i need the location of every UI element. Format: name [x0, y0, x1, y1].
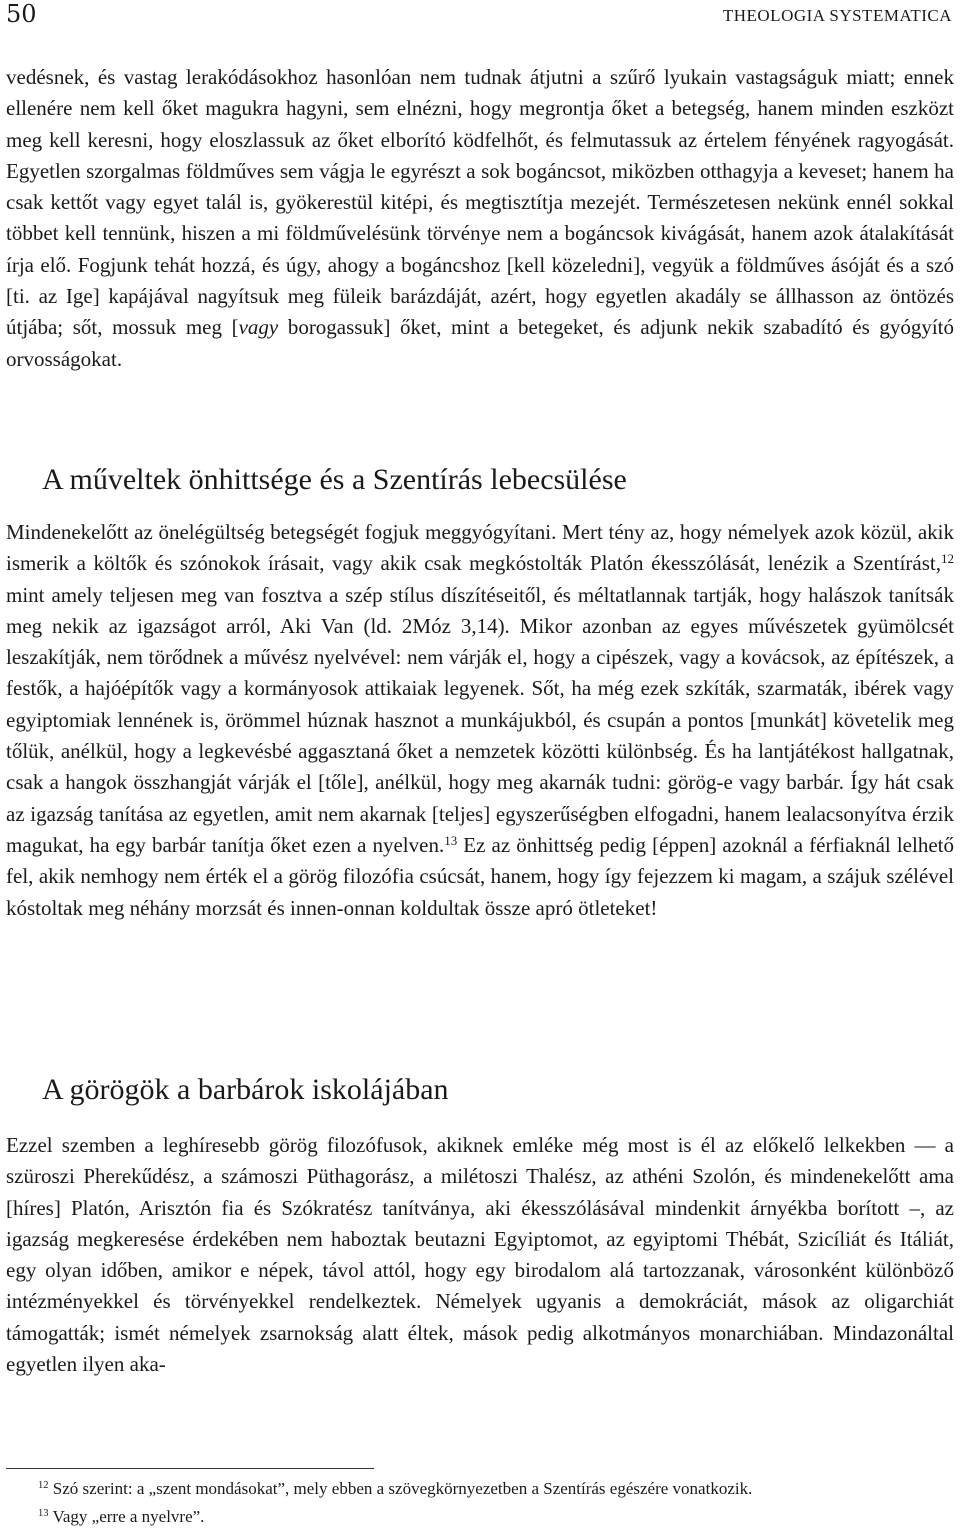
footnote-text: Szó szerint: a „szent mondásokat”, mely ebben a szövegkörnyezetben a Szentírás egészére vonatkozik. [48, 1479, 753, 1498]
paragraph-body: Ezzel szemben a leghíresebb görög filozófusok, akiknek emléke még most is él az előkelő lelkekben — a szüroszi Pherekűdész, a számoszi Püthagorász, a milétoszi Thalész, az athéni Szolón, és mindenekelőtt ama [híres] Platón, Arisztón fia és Szókratész tanítványa, aki ékesszólásával mindenkit árnyékba borított –, az igazság megkeresése érdekében nem haboztak beutazni Egyiptomot, az egyiptomi Thébát, Szicíliát és Itáliát, egy olyan időben, amikor e népek, távol attól, hogy egy birodalom alá tartozzanak, városonként különböző intézményekkel és törvényekkel rendelkeztek. Némelyek ugyanis a demokráciát, mások az oligarchiát támogatták; ismét némelyek zsarnokság alatt éltek, mások pedig alkotmányos monarchiában. Mindazonáltal egyetlen ilyen aka- [6, 1133, 954, 1377]
paragraph-text: borogassuk] őket, mint a betegeket, és adjunk nekik szabadító és gyógyító orvosságokat. [6, 315, 955, 371]
paragraph-text: vedésnek, és vastag lerakódásokhoz hasonlóan nem tudnak átjutni a szűrő lyukain vastagságuk miatt; ennek ellenére nem kell őket magukra hagyni, sem elnézni, hogy megrontja őket a betegség, hanem minden eszközt meg kell keresni, hogy eloszlassuk az őket elborító ködfelhőt, és felmutassuk az értelem fényének ragyogását. Egyetlen szorgalmas földműves sem vágja le egyrészt a sok bogáncsot, miközben otthagyja a keveset; hanem ha csak kettőt vagy egyet talál is, gyökerestül kitépi, és megtisztítja mezejét. Természetesen nekünk ennél sokkal többet kell tennünk, hiszen a mi földművelésünk törvénye nem a bogáncsok kivágását, hanem azok átalakítását írja elő. Fogjunk tehát hozzá, és úgy, ahogy a bogáncshoz [kell közeledni], vegyük a földműves ásóját és a szó [ti. az Ige] kapájával nagyítsuk meg füleik barázdáját, azért, hogy egyetlen akadály se állhasson az öntözés útjába; sőt, mossuk meg [ [6, 65, 954, 340]
paragraph-continued [6, 62, 954, 375]
footnote [6, 1504, 954, 1530]
paragraph-text: mint amely teljesen meg van fosztva a szép stílus díszítéseitől, és méltatlannak tartják, hogy halászok tanítsák meg nekik az igazságot arról, Aki Van (ld. 2Móz 3,14). Mikor azonban az egyes művészetek gyümölcsét leszakítják, nem törődnek a művész nyelvével: nem várják el, hogy a cipészek, vagy a kovácsok, az építészek, a festők, a hajóépítők vagy a kormányosok attikaiak legyenek. Sőt, ha még ezek szkíták, szarmaták, ibérek vagy egyiptomiak lennének is, örömmel húznak hasznot a munkájukból, és csupán a pontos [munkát] követelik meg tőlük, anélkül, hogy a legkevésbé aggasztaná őket a nemzetek közötti különbség. És ha lantjátékost hallgatnak, csak a hangok összhangját várják el [tőle], anélkül, hogy meg akarnák tudni: görög-e vagy barbár. Így hát csak az igazság tanítása az egyetlen, amit nem akarnak [teljes] egyszerűségben elfogadni, hanem lealacsonyítva érzik magukat, ha egy barbár tanítja őket ezen a nyelven. [6, 582, 954, 857]
paragraph-body [6, 517, 954, 924]
footnote-number: 12 [38, 1480, 49, 1492]
footnote-text: Vagy „erre a nyelvre”. [48, 1507, 205, 1526]
section-heading: A műveltek önhittsége és a Szentírás lebecsülése [42, 463, 627, 496]
footnote-separator [6, 1468, 374, 1469]
footnote [6, 1476, 954, 1502]
paragraph-text: Ez az önhittség pedig [éppen] azoknál a férfiaknál lelhető fel, akik nemhogy nem érték el a görög filozófia csúcsát, hanem, hogy így fejezzem ki magam, a szájuk szélével kóstoltak meg néhány morzsát és innen-onnan koldultak össze apró ötleteket! [6, 832, 954, 920]
running-title: THEOLOGIA SYSTEMATICA [722, 6, 952, 25]
section-heading: A görögök a barbárok iskolájában [42, 1073, 449, 1106]
italic-word: vagy [238, 315, 279, 340]
footnote-ref[interactable]: 12 [940, 551, 954, 567]
page-number: 50 [6, 0, 37, 28]
footnote-ref[interactable]: 13 [444, 832, 458, 848]
paragraph-text: Mindenekelőtt az önelégültség betegségét fogjuk meggyógyítani. Mert tény az, hogy némelyek azok közül, akik ismerik a költők és szónokok írásait, vagy akik csak megkóstolták Platón ékesszólását, lenézik a Szentírást, [6, 520, 954, 576]
footnote-number: 13 [38, 1508, 49, 1520]
